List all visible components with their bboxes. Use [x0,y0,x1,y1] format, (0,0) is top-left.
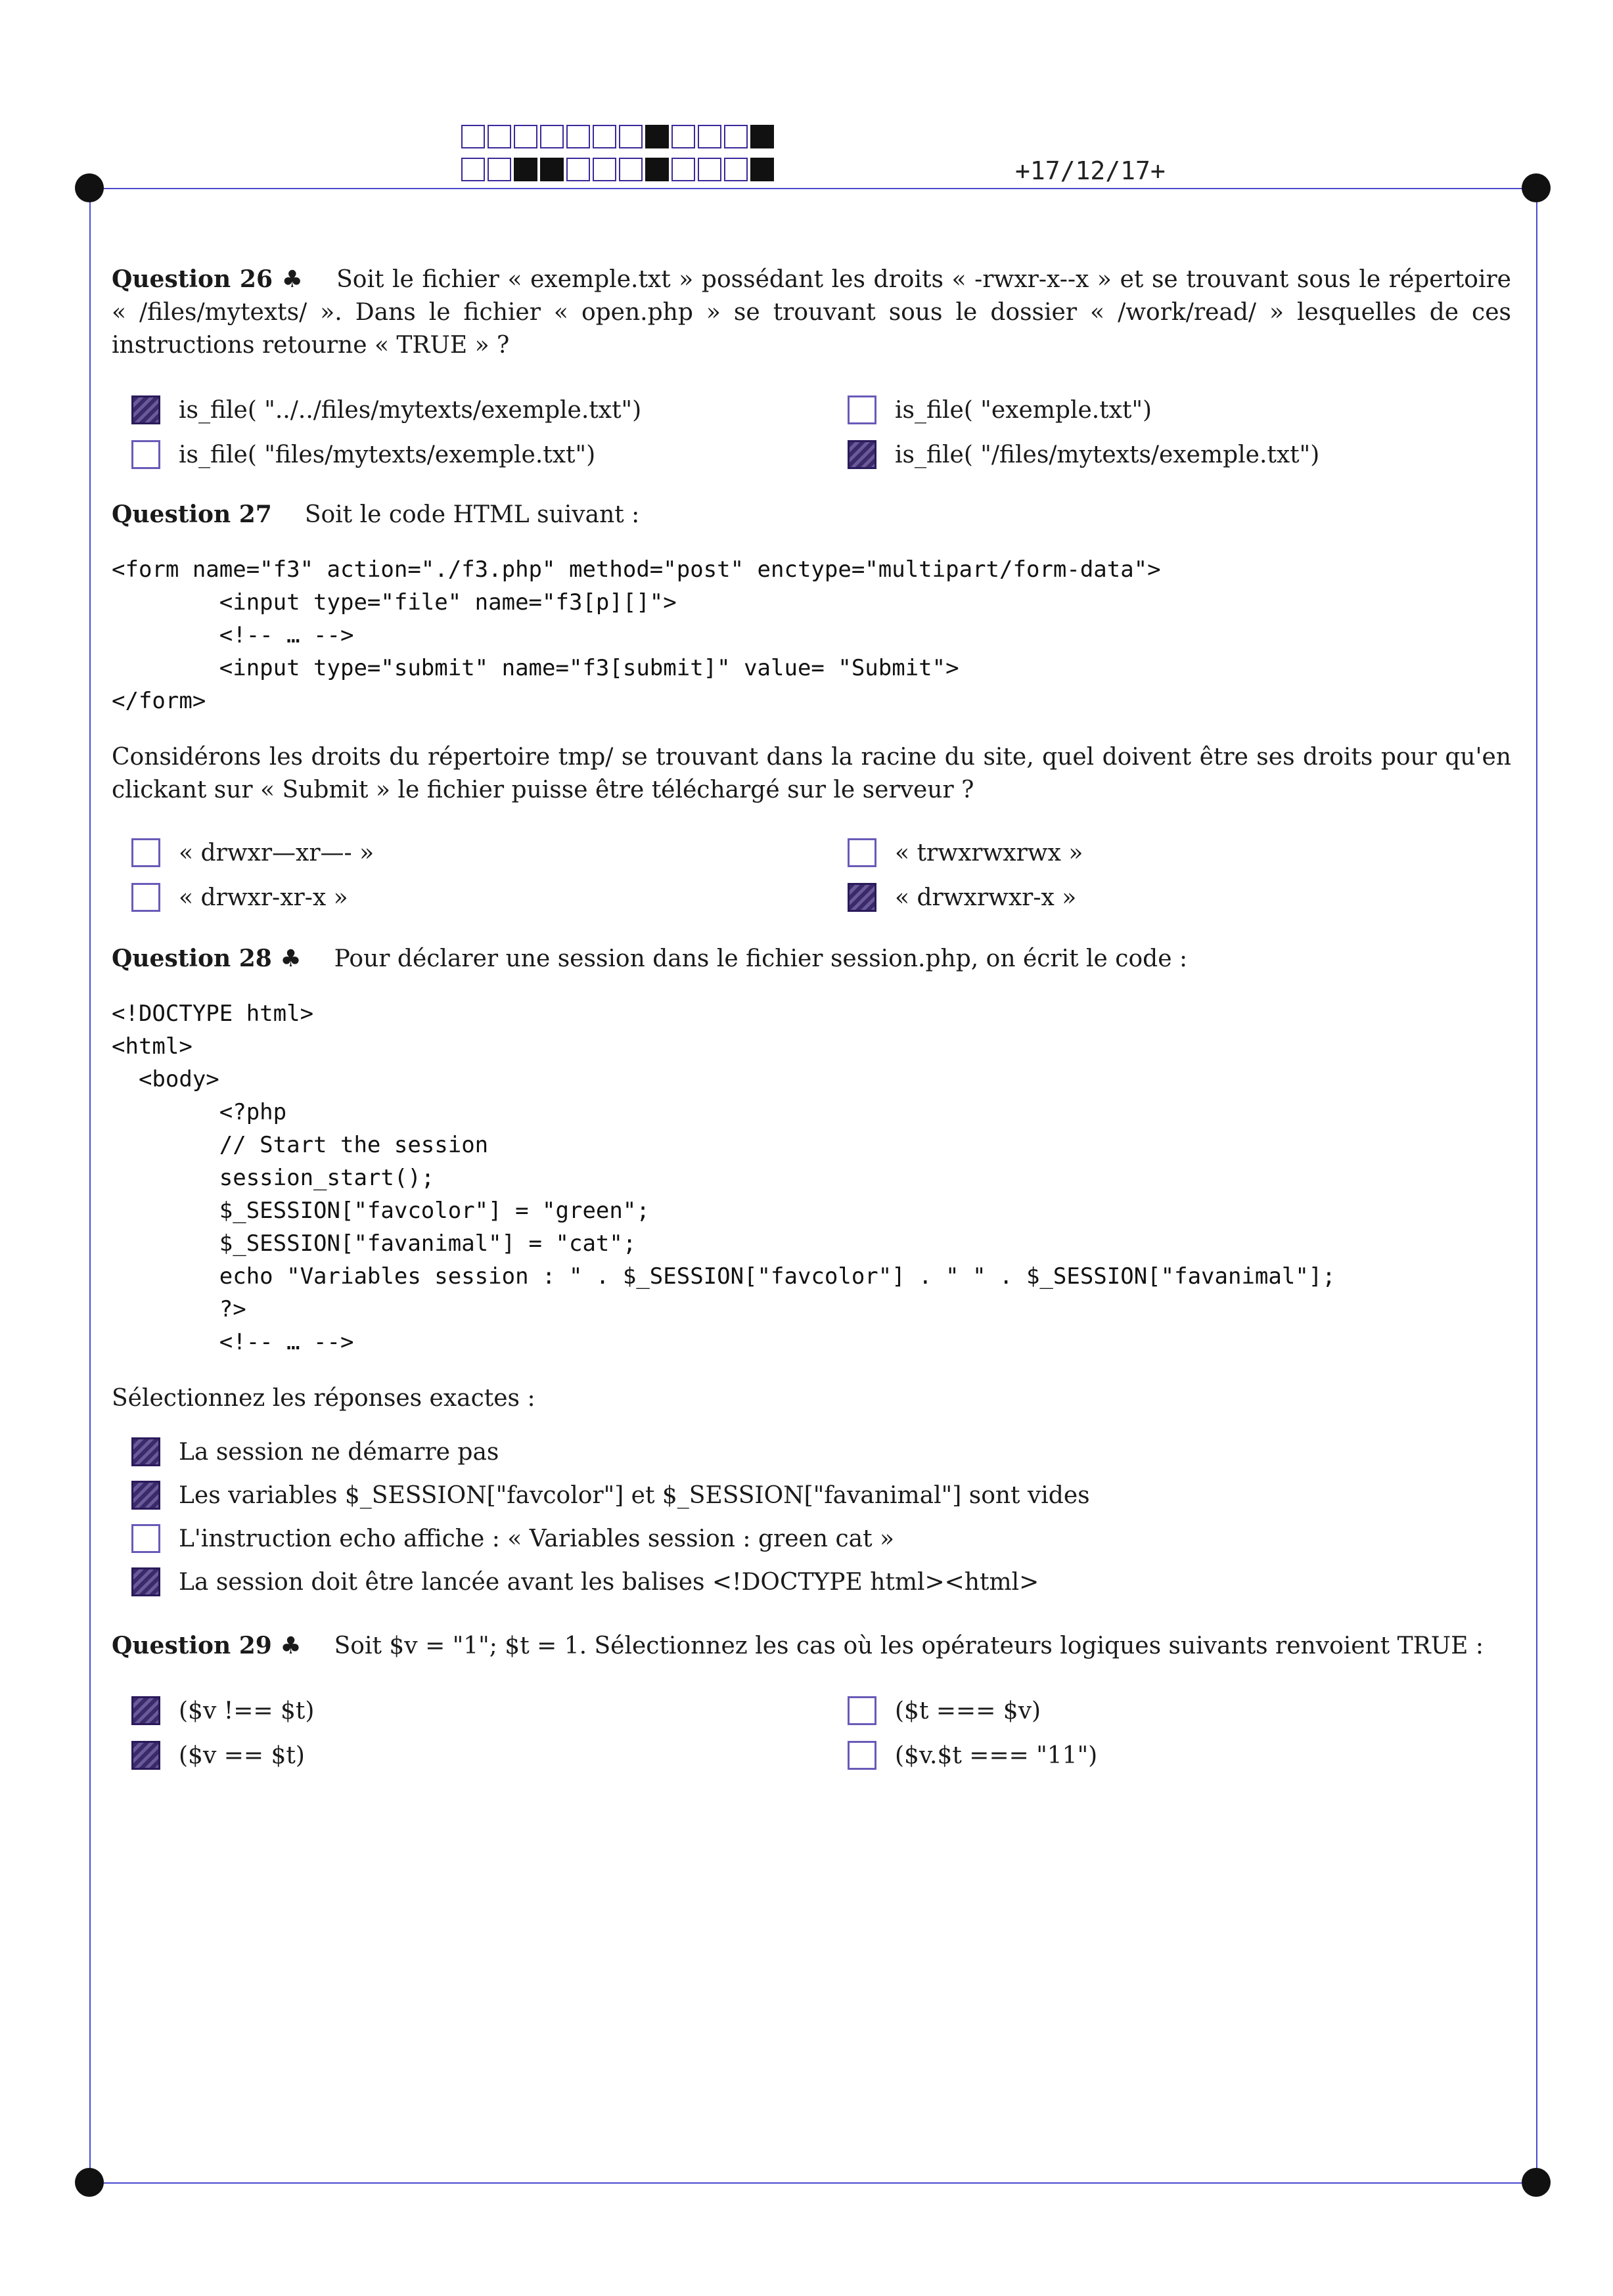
checkbox[interactable] [131,883,160,912]
question-intro: Soit le code HTML suivant : [304,501,640,528]
question-title: Question 28 ♣ [112,945,302,972]
corner-mark-top-right [1522,173,1551,202]
question-28 [112,942,1511,976]
checkbox[interactable] [131,1524,160,1553]
answer-label: Les variables $_SESSION["favcolor"] et $_SESSION["favanimal"] sont vides [179,1481,1090,1509]
page-id: +17/12/17+ [1015,156,1166,185]
question-intro: Pour déclarer une session dans le fichier session.php, on écrit le code : [334,945,1188,972]
answer-label: « drwxr—xr—- » [179,839,375,867]
answer-28-b[interactable] [131,1481,1090,1510]
code-block-27: <form name="f3" action="./f3.php" method="post" enctype="multipart/form-data"> <input type="file" name="f3[p][]"> <!-- … --> <input type="submit" name="f3[submit]" value= "Submit"> </form> [112,556,1161,714]
corner-mark-top-left [75,173,104,202]
frame-top [89,188,1537,189]
checkbox[interactable] [848,883,876,912]
question-text: Soit le fichier « exemple.txt » possédant les droits « -rwxr-x--x » et se trouvant sous le répertoire « /files/mytexts/ ». Dans le fichier « open.php » se trouvant sous le dossier « /work/read/ » lesquelles de ces instructions retourne « TRUE » ? [112,266,1511,359]
code-cell [671,158,695,181]
answer-label: is_file( "files/mytexts/exemple.txt") [179,441,596,468]
answer-29-c[interactable] [131,1741,305,1770]
answer-29-d[interactable] [848,1741,1097,1770]
code-cell [593,125,616,148]
code-cell [619,158,643,181]
code-cell [540,158,564,181]
question-text: Soit $v = "1"; $t = 1. Sélectionnez les cas où les opérateurs logiques suivants renvoient TRUE : [334,1632,1484,1659]
checkbox[interactable] [131,1741,160,1770]
answer-28-c[interactable] [131,1524,894,1553]
checkbox[interactable] [848,838,876,867]
answer-label: « trwxrwxrwx » [895,839,1083,867]
answer-label: « drwxrwxr-x » [895,884,1077,911]
answer-27-c[interactable] [131,883,348,912]
code-cell [566,158,590,181]
code-cell [488,158,511,181]
answer-28-d[interactable] [131,1567,1039,1596]
checkbox[interactable] [848,440,876,469]
corner-mark-bottom-right [1522,2168,1551,2197]
answer-label: ($v == $t) [179,1742,305,1769]
frame-bottom [89,2182,1537,2184]
question-27 [112,498,1511,531]
question-title: Question 27 [112,501,272,528]
code-cell [619,125,643,148]
code-cell [698,158,721,181]
answer-26-a[interactable] [131,395,641,424]
answer-26-d[interactable] [848,440,1319,469]
frame-right [1536,188,1537,2184]
code-cell [671,125,695,148]
checkbox[interactable] [131,1437,160,1466]
checkbox[interactable] [131,1481,160,1510]
code-cell [461,158,485,181]
answer-26-c[interactable] [131,440,595,469]
answer-label: « drwxr-xr-x » [179,884,348,911]
answer-label: ($t === $v) [895,1697,1041,1724]
code-cell [566,125,590,148]
answer-label: is_file( "exemple.txt") [895,396,1152,424]
code-cell [593,158,616,181]
code-block-28: <!DOCTYPE html> <html> <body> <?php // Start the session session_start(); $_SESSION["favcolor"] = "green"; $_SESSION["favanimal"] = "cat"; echo "Variables session : " . $_SESSION["favcolor"] . " " . $_SESSION["favanimal"]; ?> <!-- … --> [112,1001,1336,1355]
code-cell [645,125,669,148]
code-cell [750,158,774,181]
question-29 [112,1629,1511,1663]
answer-28-a[interactable] [131,1437,499,1466]
question-27-text: Considérons les droits du répertoire tmp/ se trouvant dans la racine du site, quel doivent être ses droits pour qu'en clickant sur « Submit » le fichier puisse être téléchargé sur le serveur ? [112,744,1511,803]
answer-label: ($v !== $t) [179,1697,315,1724]
answer-27-a[interactable] [131,838,374,867]
checkbox[interactable] [848,1741,876,1770]
answer-label: is_file( "/files/mytexts/exemple.txt") [895,441,1320,468]
code-cell [724,158,748,181]
answer-label: is_file( "../../files/mytexts/exemple.txt") [179,396,642,424]
answer-label: La session ne démarre pas [179,1438,499,1466]
code-cell [514,125,537,148]
checkbox[interactable] [131,1567,160,1596]
checkbox[interactable] [848,395,876,424]
checkbox[interactable] [131,838,160,867]
checkbox[interactable] [848,1696,876,1725]
answer-label: L'instruction echo affiche : « Variables session : green cat » [179,1525,895,1552]
answer-29-a[interactable] [131,1696,314,1725]
answer-label: La session doit être lancée avant les balises <!DOCTYPE html><html> [179,1568,1039,1596]
answer-27-b[interactable] [848,838,1083,867]
corner-mark-bottom-left [75,2168,104,2197]
answer-label: ($v.$t === "11") [895,1742,1098,1769]
code-cell [750,125,774,148]
question-title: Question 26 ♣ [112,265,304,293]
code-cell [645,158,669,181]
code-cell [461,125,485,148]
question-title: Question 29 ♣ [112,1632,302,1659]
code-cell [698,125,721,148]
question-26 [112,263,1511,362]
checkbox[interactable] [131,1696,160,1725]
answer-26-b[interactable] [848,395,1152,424]
code-cell [514,158,537,181]
question-28-text: Sélectionnez les réponses exactes : [112,1385,535,1412]
code-cell [724,125,748,148]
checkbox[interactable] [131,395,160,424]
checkbox[interactable] [131,440,160,469]
binary-code-strip-1 [461,125,777,151]
answer-29-b[interactable] [848,1696,1041,1725]
frame-left [89,188,91,2184]
answer-27-d[interactable] [848,883,1076,912]
code-cell [540,125,564,148]
binary-code-strip-2 [461,158,777,184]
code-cell [488,125,511,148]
